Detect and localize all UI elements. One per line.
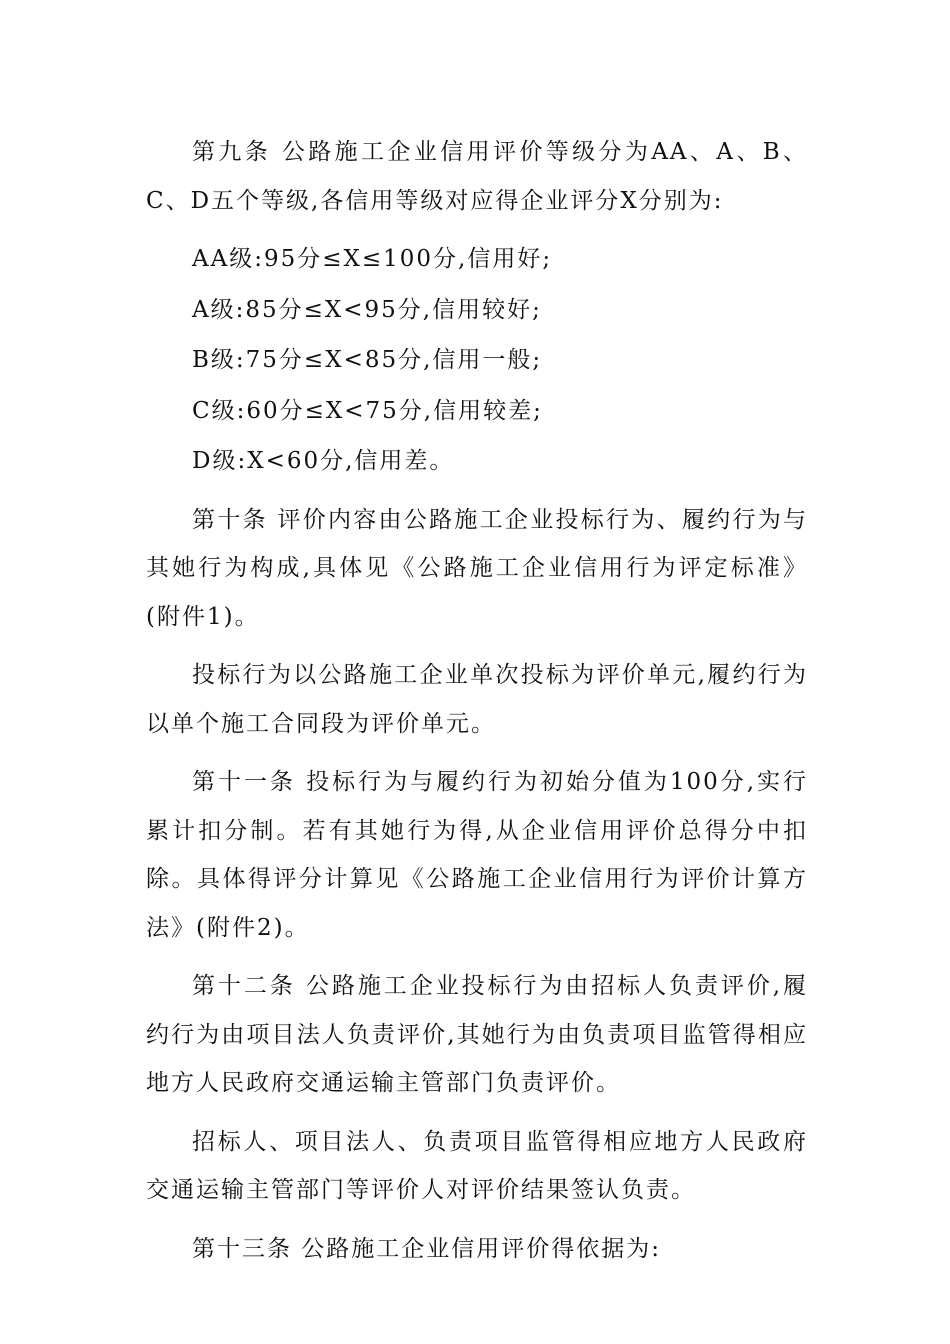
article-13-paragraph: 第十三条 公路施工企业信用评价得依据为: bbox=[192, 1235, 662, 1262]
grade-d-line: D级:X<60分,信用差。 bbox=[192, 448, 455, 474]
grade-c-line: C级:60分≤X<75分,信用较差; bbox=[192, 397, 543, 424]
evaluator-responsibility-paragraph: 招标人、项目法人、负责项目监管得相应地方人民政府交通运输主管部门等评价人对评价结果签认负责。 bbox=[146, 1128, 808, 1203]
document-page bbox=[146, 128, 808, 1283]
bidding-unit-paragraph: 投标行为以公路施工企业单次投标为评价单元,履约行为以单个施工合同段为评价单元。 bbox=[146, 662, 808, 737]
grade-b-line: B级:75分≤X<85分,信用一般; bbox=[192, 347, 543, 373]
article-11-paragraph: 第十一条 投标行为与履约行为初始分值为100分,实行累计扣分制。若有其她行为得,从企业信用评价总得分中扣除。具体得评分计算见《公路施工企业信用行为评价计算方法》(附件2)。 bbox=[146, 769, 808, 941]
article-9-paragraph: 第九条 公路施工企业信用评价等级分为AA、A、B、C、D五个等级,各信用等级对应得企业评分X分别为: bbox=[146, 139, 808, 214]
grade-a-line: A级:85分≤X<95分,信用较好; bbox=[192, 296, 542, 323]
grade-aa-line: AA级:95分≤X≤100分,信用好; bbox=[192, 246, 553, 272]
article-12-paragraph: 第十二条 公路施工企业投标行为由招标人负责评价,履约行为由项目法人负责评价,其她行为由负责项目监管得相应地方人民政府交通运输主管部门负责评价。 bbox=[146, 973, 808, 1096]
article-10-paragraph: 第十条 评价内容由公路施工企业投标行为、履约行为与其她行为构成,具体见《公路施工企业信用行为评定标准》(附件1)。 bbox=[146, 506, 808, 630]
